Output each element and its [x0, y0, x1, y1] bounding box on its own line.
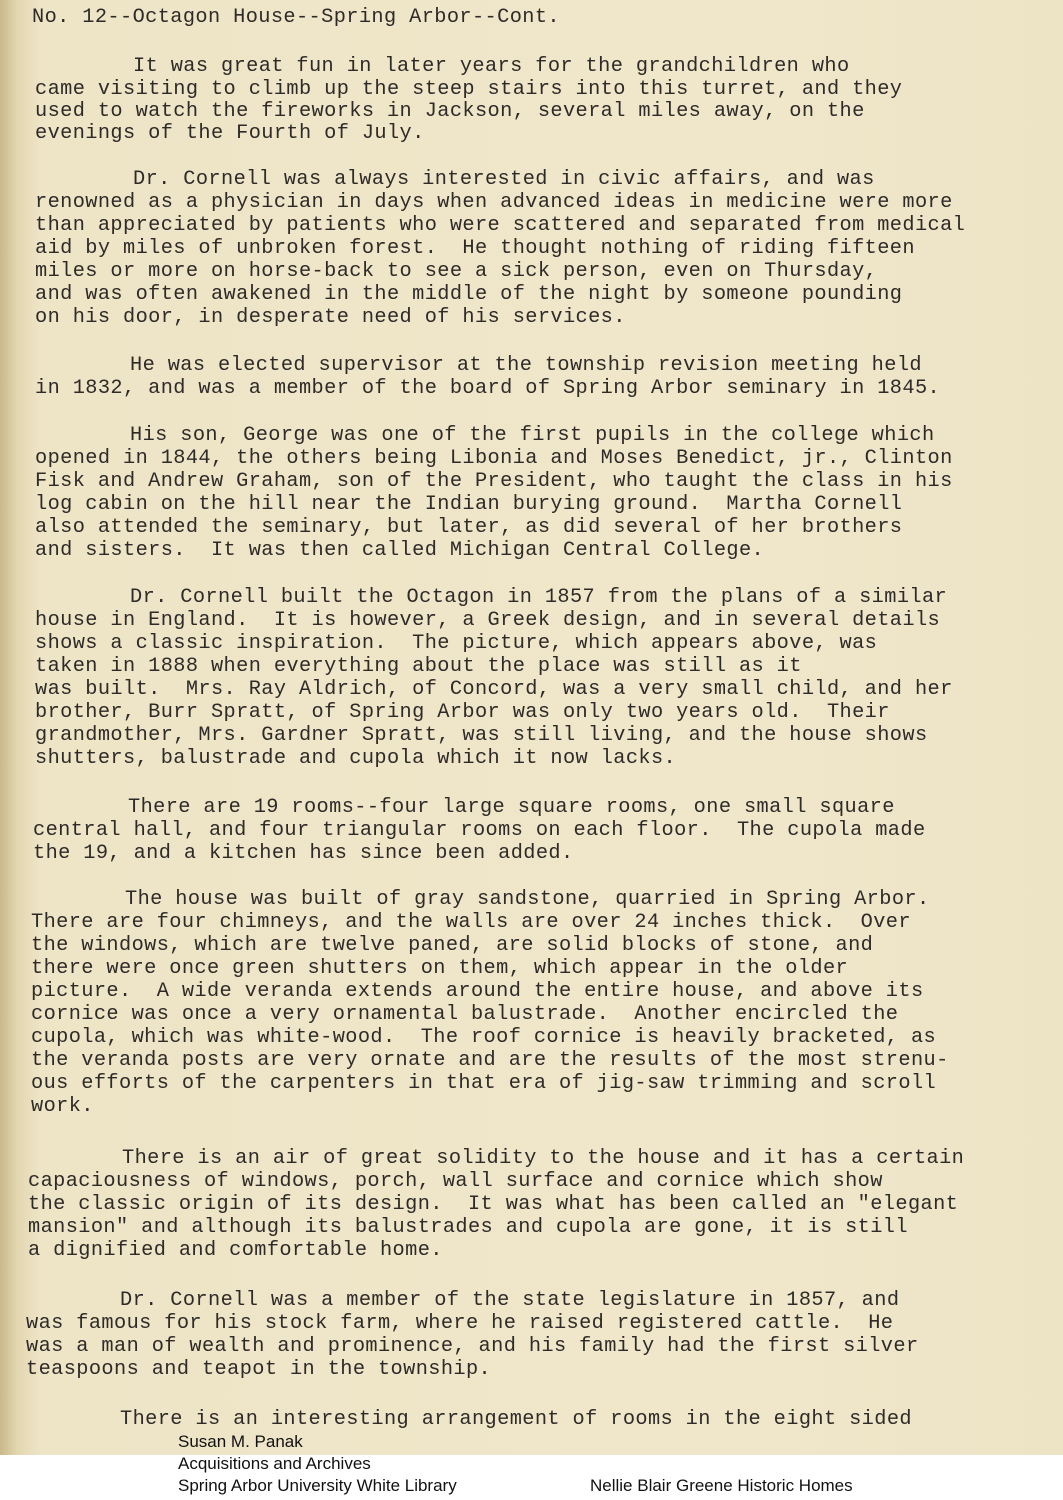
paragraph-4-line-1: His son, George was one of the first pupils in the college which	[130, 424, 935, 447]
paragraph-10-line-1: There is an interesting arrangement of rooms in the eight sided	[120, 1408, 912, 1431]
page-header: No. 12--Octagon House--Spring Arbor--Cont.	[32, 6, 560, 29]
paragraph-5-line-8: shutters, balustrade and cupola which it now lacks.	[35, 747, 677, 770]
paragraph-5-line-6: brother, Burr Spratt, of Spring Arbor was only two years old. Their	[35, 701, 890, 724]
paragraph-1-line-1: It was great fun in later years for the grandchildren who	[133, 55, 850, 78]
paragraph-7-line-5: picture. A wide veranda extends around the entire house, and above its	[31, 980, 924, 1003]
paragraph-1-line-4: evenings of the Fourth of July.	[35, 122, 425, 145]
paragraph-8-line-4: mansion" and although its balustrades and cupola are gone, it is still	[28, 1216, 908, 1239]
paragraph-5-line-2: house in England. It is however, a Greek design, and in several details	[35, 609, 941, 632]
paragraph-3-line-1: He was elected supervisor at the township revision meeting held	[130, 354, 922, 377]
paragraph-2-line-4: aid by miles of unbroken forest. He thought nothing of riding fifteen	[35, 237, 915, 260]
paragraph-7-line-9: ous efforts of the carpenters in that era of jig-saw trimming and scroll	[31, 1072, 937, 1095]
paragraph-2-line-6: and was often awakened in the middle of the night by someone pounding	[35, 283, 903, 306]
footer-department: Acquisitions and Archives	[178, 1454, 371, 1473]
paragraph-4-line-2: opened in 1844, the others being Libonia and Moses Benedict, jr., Clinton	[35, 447, 953, 470]
paragraph-1-line-3: used to watch the fireworks in Jackson, several miles away, on the	[35, 100, 865, 123]
paragraph-2-line-7: on his door, in desperate need of his services.	[35, 306, 626, 329]
paragraph-2-line-1: Dr. Cornell was always interested in civic affairs, and was	[133, 168, 875, 191]
paragraph-8-line-5: a dignified and comfortable home.	[28, 1239, 443, 1262]
paragraph-4-line-5: also attended the seminary, but later, as did several of her brothers	[35, 516, 903, 539]
paragraph-4-line-3: Fisk and Andrew Graham, son of the President, who taught the class in his	[35, 470, 953, 493]
paragraph-7-line-8: the veranda posts are very ornate and are the results of the most strenu-	[31, 1049, 949, 1072]
paragraph-2-line-2: renowned as a physician in days when advanced ideas in medicine were more	[35, 191, 953, 214]
paragraph-8-line-1: There is an air of great solidity to the house and it has a certain	[122, 1147, 965, 1170]
paragraph-9-line-1: Dr. Cornell was a member of the state legislature in 1857, and	[120, 1289, 900, 1312]
paragraph-7-line-3: the windows, which are twelve paned, are solid blocks of stone, and	[31, 934, 874, 957]
footer-author: Susan M. Panak	[178, 1432, 303, 1451]
paragraph-7-line-2: There are four chimneys, and the walls are over 24 inches thick. Over	[31, 911, 911, 934]
paragraph-6-line-1: There are 19 rooms--four large square rooms, one small square	[128, 796, 895, 819]
paragraph-5-line-5: was built. Mrs. Ray Aldrich, of Concord, was a very small child, and her	[35, 678, 953, 701]
footer-library: Spring Arbor University White Library	[178, 1476, 457, 1495]
paragraph-9-line-3: was a man of wealth and prominence, and his family had the first silver	[26, 1335, 919, 1358]
paragraph-6-line-3: the 19, and a kitchen has since been added.	[33, 842, 574, 865]
paragraph-5-line-1: Dr. Cornell built the Octagon in 1857 from the plans of a similar	[130, 586, 948, 609]
paragraph-7-line-7: cupola, which was white-wood. The roof cornice is heavily bracketed, as	[31, 1026, 937, 1049]
paragraph-9-line-2: was famous for his stock farm, where he raised registered cattle. He	[26, 1312, 894, 1335]
paragraph-1-line-2: came visiting to climb up the steep stairs into this turret, and they	[35, 78, 903, 101]
paragraph-4-line-4: log cabin on the hill near the Indian burying ground. Martha Cornell	[35, 493, 903, 516]
paragraph-7-line-4: there were once green shutters on them, which appear in the older	[31, 957, 849, 980]
paragraph-5-line-7: grandmother, Mrs. Gardner Spratt, was still living, and the house shows	[35, 724, 928, 747]
paragraph-8-line-2: capaciousness of windows, porch, wall surface and cornice which show	[28, 1170, 883, 1193]
paragraph-6-line-2: central hall, and four triangular rooms on each floor. The cupola made	[33, 819, 926, 842]
paragraph-8-line-3: the classic origin of its design. It was what has been called an "elegant	[28, 1193, 959, 1216]
paragraph-3-line-2: in 1832, and was a member of the board of Spring Arbor seminary in 1845.	[35, 377, 941, 400]
paragraph-5-line-4: taken in 1888 when everything about the place was still as it	[35, 655, 802, 678]
paragraph-7-line-1: The house was built of gray sandstone, quarried in Spring Arbor.	[125, 888, 930, 911]
paragraph-9-line-4: teaspoons and teapot in the township.	[26, 1358, 492, 1381]
archive-footer	[0, 1432, 1063, 1500]
paragraph-2-line-5: miles or more on horse-back to see a sick person, even on Thursday,	[35, 260, 878, 283]
paragraph-7-line-6: cornice was once a very ornamental balustrade. Another encircled the	[31, 1003, 899, 1026]
footer-collection: Nellie Blair Greene Historic Homes	[590, 1476, 853, 1495]
paragraph-7-line-10: work.	[31, 1095, 94, 1118]
paragraph-5-line-3: shows a classic inspiration. The picture, which appears above, was	[35, 632, 878, 655]
paragraph-2-line-3: than appreciated by patients who were scattered and separated from medical	[35, 214, 966, 237]
paragraph-4-line-6: and sisters. It was then called Michigan Central College.	[35, 539, 765, 562]
